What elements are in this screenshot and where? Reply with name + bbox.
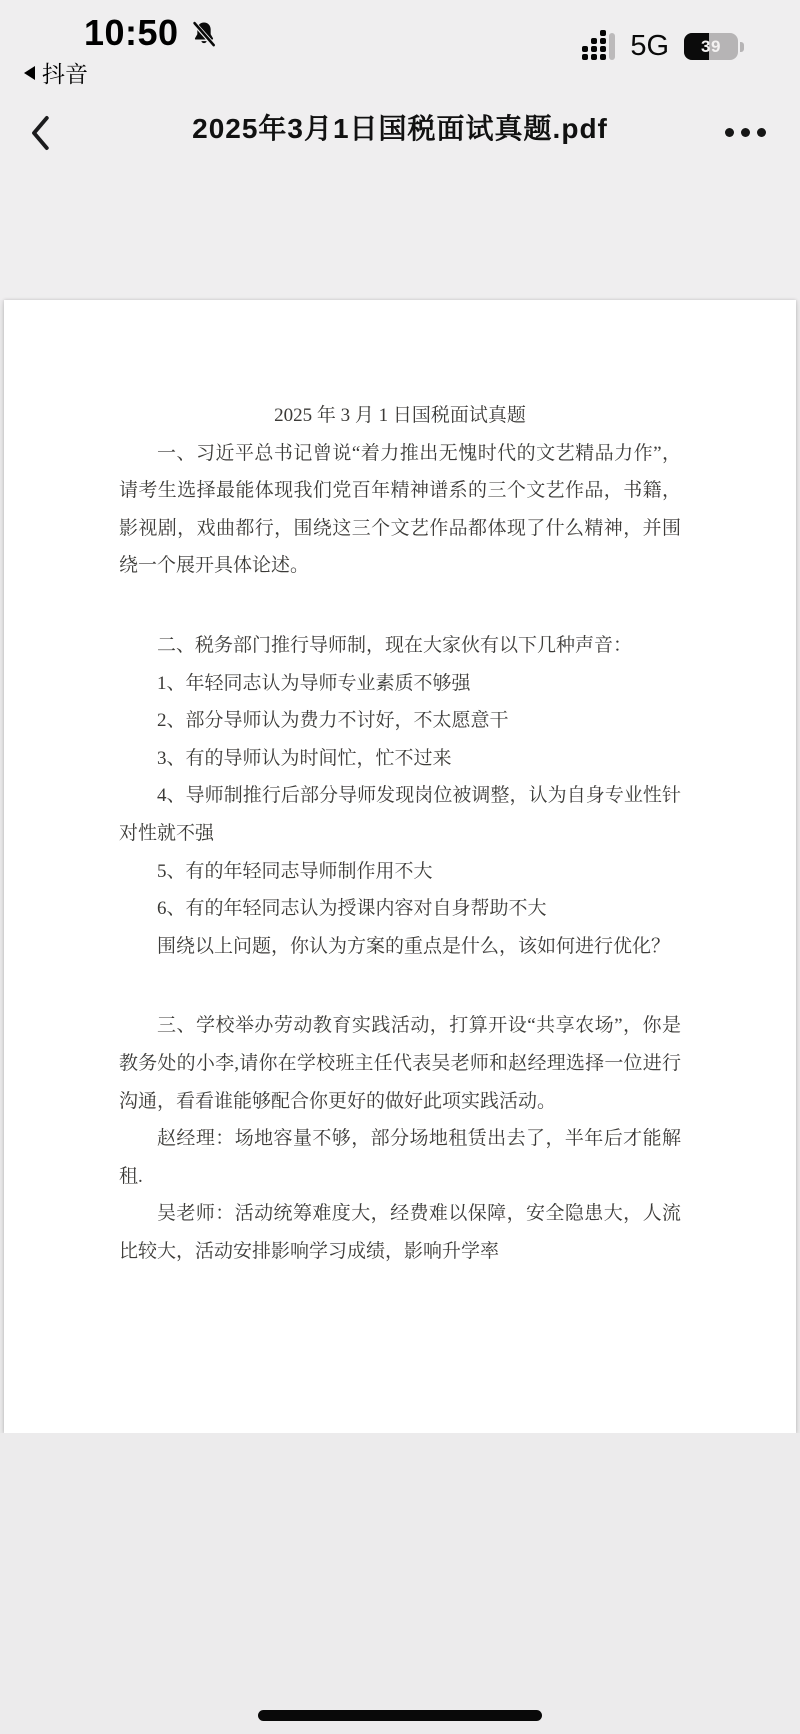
chevron-left-icon bbox=[28, 115, 52, 151]
signal-bar-1 bbox=[582, 46, 588, 60]
back-button[interactable] bbox=[18, 109, 62, 157]
time-group bbox=[84, 12, 220, 54]
doc-paragraph: 1、年轻同志认为导师专业素质不够强 bbox=[157, 672, 471, 694]
doc-paragraph: 一、习近平总书记曾说“着力推出无愧时代的文艺精品力作”，请考生选择最能体现我们党百年精神谱系的三个文艺作品，书籍，影视剧，戏曲都行，围绕这三个文艺作品都体现了什么精神，并围绕一个展开具体论述。 bbox=[119, 442, 681, 577]
doc-paragraph: 5、有的年轻同志导师制作用不大 bbox=[157, 860, 433, 882]
pdf-page bbox=[4, 300, 796, 1433]
doc-heading: 2025 年 3 月 1 日国税面试真题 bbox=[274, 405, 526, 426]
doc-paragraph: 3、有的导师认为时间忙，忙不过来 bbox=[157, 747, 452, 769]
ellipsis-icon bbox=[741, 128, 750, 137]
doc-paragraph: 6、有的年轻同志认为授课内容对自身帮助不大 bbox=[157, 898, 547, 920]
doc-paragraph: 2、部分导师认为费力不讨好，不太愿意干 bbox=[157, 710, 509, 732]
battery-icon bbox=[684, 33, 744, 60]
network-type-label: 5G bbox=[630, 30, 669, 62]
page-title: 2025年3月1日国税面试真题.pdf bbox=[192, 113, 608, 144]
back-triangle-icon bbox=[24, 66, 35, 80]
nav-bar bbox=[0, 95, 800, 165]
content-background bbox=[0, 1433, 800, 1734]
doc-paragraph: 4、导师制推行后部分导师发现岗位被调整，认为自身专业性针对性就不强 bbox=[119, 785, 681, 844]
top-chrome bbox=[0, 0, 800, 300]
battery-cap bbox=[740, 42, 744, 52]
time-label: 10:50 bbox=[84, 12, 179, 53]
cellular-signal-icon bbox=[582, 33, 615, 60]
doc-paragraph: 围绕以上问题，你认为方案的重点是什么，该如何进行优化？ bbox=[157, 935, 671, 957]
doc-paragraph: 三、学校举办劳动教育实践活动，打算开设“共享农场”，你是教务处的小李,请你在学校班主任代表吴老师和赵经理选择一位进行沟通，看看谁能够配合你更好的做好此项实践活动。 bbox=[119, 1015, 681, 1112]
doc-paragraph: 赵经理：场地容量不够，部分场地租赁出去了，半年后才能解租. bbox=[119, 1128, 681, 1187]
ellipsis-icon bbox=[725, 128, 734, 137]
status-bar bbox=[0, 0, 800, 95]
battery-percent-label: 39 bbox=[701, 36, 721, 56]
status-icons-group bbox=[582, 30, 744, 63]
home-indicator[interactable] bbox=[258, 1710, 542, 1721]
back-app-label: 抖音 bbox=[42, 61, 88, 87]
signal-bar-4 bbox=[609, 33, 615, 60]
back-to-app-chip[interactable] bbox=[24, 56, 88, 89]
battery-body bbox=[684, 33, 738, 60]
muted-bell-icon bbox=[188, 18, 220, 52]
ellipsis-icon bbox=[757, 128, 766, 137]
doc-paragraph: 二、税务部门推行导师制，现在大家伙有以下几种声音： bbox=[157, 634, 633, 656]
doc-paragraph: 吴老师：活动统筹难度大，经费难以保障，安全隐患大，人流比较大，活动安排影响学习成绩，影响升学率 bbox=[119, 1203, 681, 1262]
signal-bar-3 bbox=[600, 30, 606, 60]
more-button[interactable] bbox=[721, 117, 770, 147]
signal-bar-2 bbox=[591, 38, 597, 60]
